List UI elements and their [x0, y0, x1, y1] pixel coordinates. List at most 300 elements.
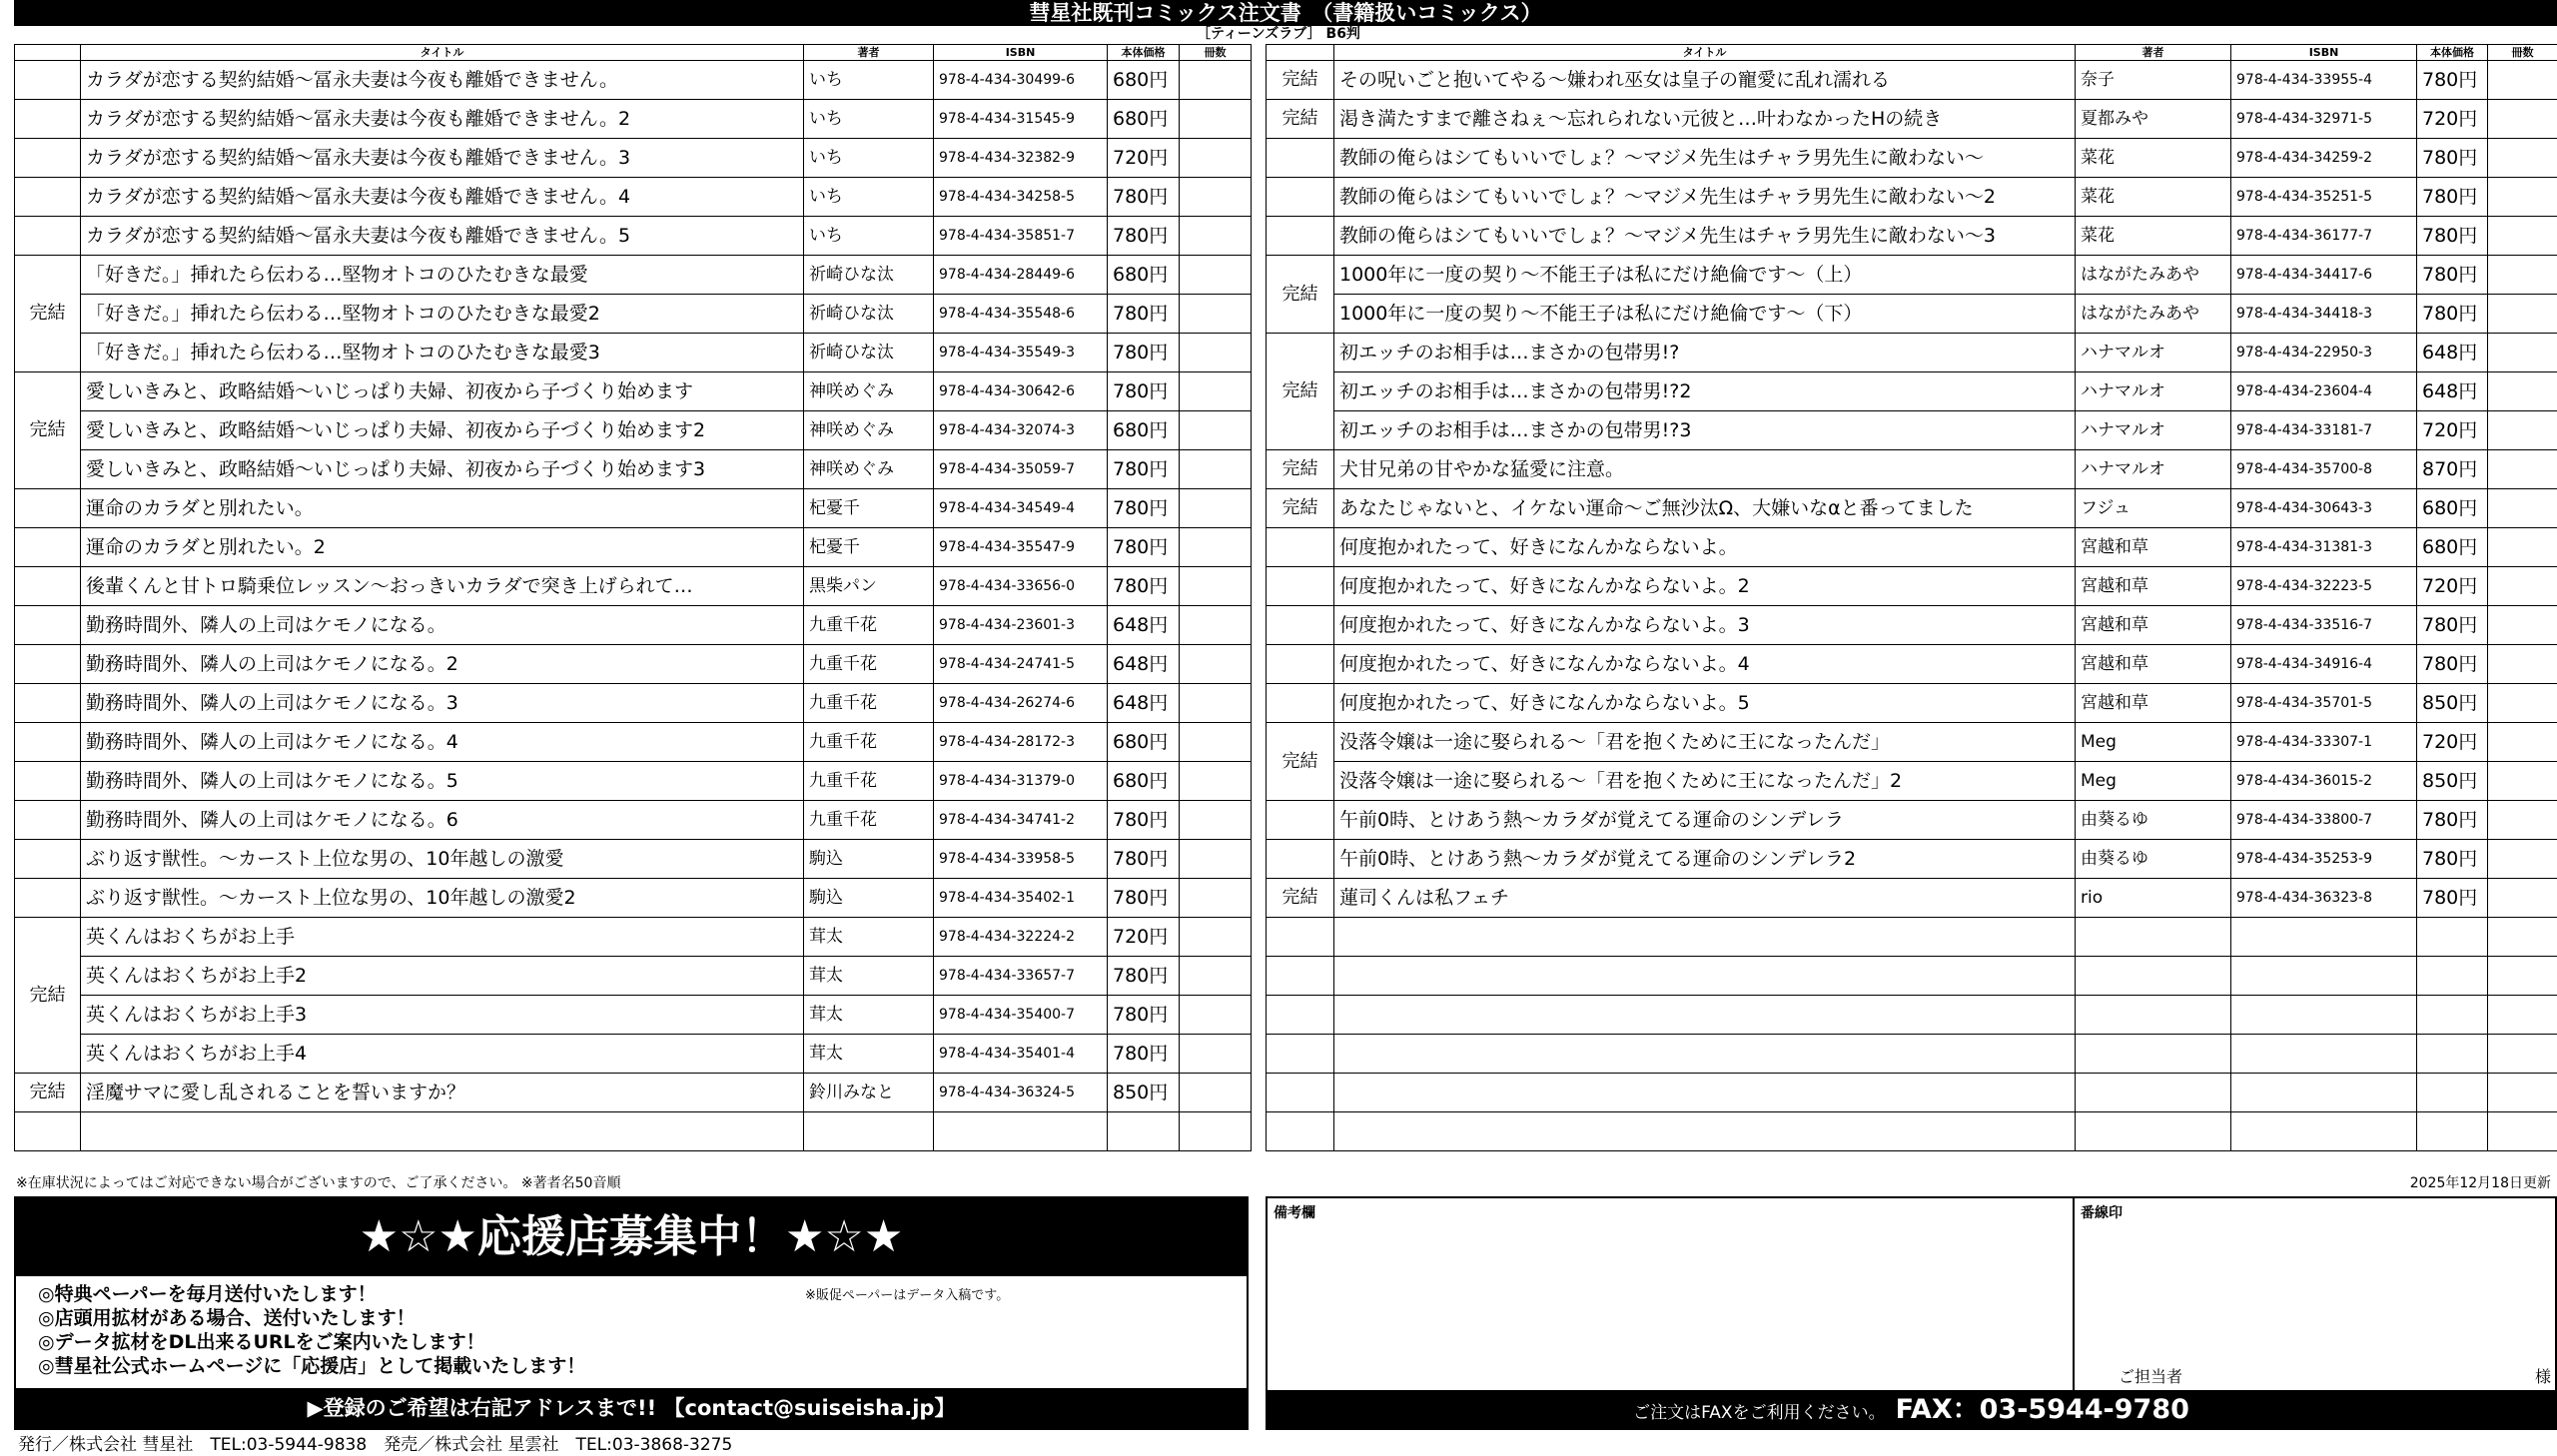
- completion-status: 完結: [1267, 100, 1334, 139]
- author-name: いち: [804, 100, 934, 139]
- genre-subtitle: ［ティーンズラブ］ B6判: [1197, 26, 1360, 42]
- list-price: 780円: [2417, 139, 2488, 178]
- table-row: [1267, 762, 2557, 801]
- price-header: 本体価格: [2417, 45, 2488, 61]
- list-price: 648円: [1108, 645, 1180, 684]
- list-price: 780円: [2417, 840, 2488, 879]
- table-row: [15, 178, 1252, 217]
- isbn-code: 978-4-434-34916-4: [2231, 645, 2417, 684]
- list-price: 780円: [2417, 879, 2488, 918]
- isbn-code: 978-4-434-34549-4: [934, 489, 1108, 528]
- quantity-field[interactable]: [2488, 411, 2557, 450]
- completion-status: [15, 684, 81, 723]
- table-row: [15, 996, 1252, 1035]
- list-price: [2417, 1112, 2488, 1151]
- author-name: [2076, 1074, 2231, 1112]
- isbn-code: 978-4-434-34741-2: [934, 801, 1108, 840]
- isbn-code: 978-4-434-33958-5: [934, 840, 1108, 879]
- author-name: Meg: [2076, 723, 2231, 762]
- completion-status: [1267, 1035, 1334, 1074]
- quantity-field[interactable]: [1180, 996, 1252, 1035]
- book-title: 教師の俺らはシてもいいでしょ？〜マジメ先生はチャラ男先生に敵わない〜3: [1334, 217, 2076, 256]
- fax-text: ご注文はFAXをご利用ください。: [1633, 1403, 1886, 1423]
- quantity-field[interactable]: [2488, 606, 2557, 645]
- table-header-row: [15, 45, 1252, 61]
- quantity-field[interactable]: [2488, 372, 2557, 411]
- author-name: 宮越和草: [2076, 528, 2231, 567]
- quantity-field[interactable]: [2488, 1074, 2557, 1112]
- quantity-field[interactable]: [2488, 178, 2557, 217]
- fax-number[interactable]: FAX：03-5944-9780: [1895, 1394, 2189, 1425]
- table-row: [15, 100, 1252, 139]
- book-title: 運命のカラダと別れたい。: [81, 489, 804, 528]
- author-name: 菜花: [2076, 178, 2231, 217]
- isbn-code: 978-4-434-34418-3: [2231, 295, 2417, 334]
- isbn-header: ISBN: [2231, 45, 2417, 61]
- list-price: 780円: [1108, 957, 1180, 996]
- table-row: [15, 918, 1252, 957]
- book-title: 淫魔サマに愛し乱されることを誓いますか？: [81, 1074, 804, 1112]
- list-price: 870円: [2417, 450, 2488, 489]
- table-row: [15, 450, 1252, 489]
- title-header: タイトル: [81, 45, 804, 61]
- author-name: 駒込: [804, 879, 934, 918]
- author-name: 祈崎ひな汰: [804, 334, 934, 372]
- author-name: [2076, 1112, 2231, 1151]
- quantity-field[interactable]: [1180, 879, 1252, 918]
- quantity-field[interactable]: [2488, 217, 2557, 256]
- table-row: [15, 1035, 1252, 1074]
- list-price: 720円: [2417, 411, 2488, 450]
- list-price: 680円: [1108, 762, 1180, 801]
- completion-status: [1267, 178, 1334, 217]
- book-title: 英くんはおくちがお上手3: [81, 996, 804, 1035]
- completion-status: [1267, 606, 1334, 645]
- quantity-field[interactable]: [2488, 879, 2557, 918]
- author-name: 宮越和草: [2076, 645, 2231, 684]
- completion-status: [15, 645, 81, 684]
- book-title: [1334, 1074, 2076, 1112]
- table-row: [1267, 256, 2557, 295]
- author-name: 神咲めぐみ: [804, 450, 934, 489]
- table-row: [1267, 1074, 2557, 1112]
- quantity-field[interactable]: [1180, 217, 1252, 256]
- book-title: [1334, 1035, 2076, 1074]
- list-price: 720円: [2417, 567, 2488, 606]
- quantity-field[interactable]: [2488, 61, 2557, 100]
- quantity-field[interactable]: [1180, 411, 1252, 450]
- isbn-code: 978-4-434-23601-3: [934, 606, 1108, 645]
- isbn-code: 978-4-434-34258-5: [934, 178, 1108, 217]
- author-name: 神咲めぐみ: [804, 411, 934, 450]
- author-name: 宮越和草: [2076, 606, 2231, 645]
- book-title: 何度抱かれたって、好きになんかならないよ。: [1334, 528, 2076, 567]
- order-form-title: 彗星社既刊コミックス注文書 （書籍扱いコミックス）: [14, 0, 2557, 26]
- book-title: 勤務時間外、隣人の上司はケモノになる。: [81, 606, 804, 645]
- quantity-field[interactable]: [2488, 957, 2557, 996]
- book-title: [1334, 918, 2076, 957]
- book-title: 午前0時、とけあう熱〜カラダが覚えてる運命のシンデレラ: [1334, 801, 2076, 840]
- completion-status: [15, 840, 81, 879]
- list-price: 648円: [2417, 372, 2488, 411]
- isbn-code: 978-4-434-23604-4: [2231, 372, 2417, 411]
- quantity-field[interactable]: [1180, 295, 1252, 334]
- table-row: [1267, 1112, 2557, 1151]
- list-price: [1108, 1112, 1180, 1151]
- table-row: [15, 606, 1252, 645]
- book-title: 1000年に一度の契り〜不能王子は私にだけ絶倫です〜（下）: [1334, 295, 2076, 334]
- author-name: [2076, 1035, 2231, 1074]
- quantity-field[interactable]: [2488, 801, 2557, 840]
- quantity-field[interactable]: [1180, 139, 1252, 178]
- benefit-note: ※販促ペーパーはデータ入稿です。: [805, 1288, 1010, 1303]
- isbn-code: 978-4-434-36324-5: [934, 1074, 1108, 1112]
- author-name: 茸太: [804, 1035, 934, 1074]
- book-title: [1334, 957, 2076, 996]
- quantity-field[interactable]: [1180, 957, 1252, 996]
- table-row: [15, 411, 1252, 450]
- completion-status: 完結: [15, 918, 81, 1074]
- completion-status: [1267, 528, 1334, 567]
- quantity-field[interactable]: [1180, 61, 1252, 100]
- benefit-item: ◎特典ペーパーを毎月送付いたします！: [38, 1283, 377, 1305]
- book-title: 何度抱かれたって、好きになんかならないよ。3: [1334, 606, 2076, 645]
- isbn-code: 978-4-434-32971-5: [2231, 100, 2417, 139]
- book-title: 勤務時間外、隣人の上司はケモノになる。5: [81, 762, 804, 801]
- book-title: 英くんはおくちがお上手2: [81, 957, 804, 996]
- table-row: [1267, 334, 2557, 372]
- publisher-info: 発行／株式会社 彗星社 TEL:03-5944-9838 発売／株式会社 星雲社 TEL:03-3868-3275: [18, 1435, 733, 1455]
- list-price: [2417, 957, 2488, 996]
- author-name: ハナマルオ: [2076, 334, 2231, 372]
- table-row: [1267, 801, 2557, 840]
- list-price: 780円: [1108, 217, 1180, 256]
- quantity-field[interactable]: [1180, 645, 1252, 684]
- status-header: [1267, 45, 1334, 61]
- book-title: 没落令嬢は一途に娶られる〜「君を抱くために王になったんだ」2: [1334, 762, 2076, 801]
- book-title: カラダが恋する契約結婚〜冨永夫妻は今夜も離婚できません。3: [81, 139, 804, 178]
- isbn-code: 978-4-434-32223-5: [2231, 567, 2417, 606]
- list-price: 780円: [2417, 295, 2488, 334]
- isbn-code: 978-4-434-30499-6: [934, 61, 1108, 100]
- list-price: 648円: [1108, 606, 1180, 645]
- table-row: [1267, 879, 2557, 918]
- table-row: [15, 256, 1252, 295]
- author-name: 宮越和草: [2076, 567, 2231, 606]
- book-title: 「好きだ。」挿れたら伝わる…堅物オトコのひたむきな最愛3: [81, 334, 804, 372]
- table-row: [15, 61, 1252, 100]
- book-title: 勤務時間外、隣人の上司はケモノになる。6: [81, 801, 804, 840]
- isbn-code: [2231, 957, 2417, 996]
- book-title: 何度抱かれたって、好きになんかならないよ。2: [1334, 567, 2076, 606]
- book-title: 「好きだ。」挿れたら伝わる…堅物オトコのひたむきな最愛2: [81, 295, 804, 334]
- list-price: 780円: [1108, 996, 1180, 1035]
- completion-status: [1267, 1074, 1334, 1112]
- book-title: あなたじゃないと、イケない運命〜ご無沙汰Ω、大嫌いなαと番ってました: [1334, 489, 2076, 528]
- quantity-field[interactable]: [1180, 100, 1252, 139]
- book-title: 初エッチのお相手は…まさかの包帯男!?3: [1334, 411, 2076, 450]
- quantity-field[interactable]: [1180, 684, 1252, 723]
- quantity-field[interactable]: [1180, 178, 1252, 217]
- list-price: 780円: [1108, 295, 1180, 334]
- quantity-field[interactable]: [2488, 1112, 2557, 1151]
- author-name: いち: [804, 61, 934, 100]
- author-name: 茸太: [804, 918, 934, 957]
- table-row: [15, 567, 1252, 606]
- list-price: [2417, 1074, 2488, 1112]
- updated-date: 2025年12月18日更新: [2409, 1175, 2551, 1191]
- quantity-field[interactable]: [2488, 762, 2557, 801]
- completion-status: [15, 178, 81, 217]
- table-row: [15, 684, 1252, 723]
- list-price: 780円: [1108, 372, 1180, 411]
- isbn-code: 978-4-434-35402-1: [934, 879, 1108, 918]
- quantity-field[interactable]: [1180, 1074, 1252, 1112]
- table-row: [15, 801, 1252, 840]
- author-name: 由葵るゆ: [2076, 840, 2231, 879]
- book-title: 教師の俺らはシてもいいでしょ？〜マジメ先生はチャラ男先生に敵わない〜: [1334, 139, 2076, 178]
- table-row: [1267, 1035, 2557, 1074]
- quantity-field[interactable]: [1180, 801, 1252, 840]
- book-title: 1000年に一度の契り〜不能王子は私にだけ絶倫です〜（上）: [1334, 256, 2076, 295]
- quantity-field[interactable]: [2488, 567, 2557, 606]
- isbn-header: ISBN: [934, 45, 1108, 61]
- book-title: カラダが恋する契約結婚〜冨永夫妻は今夜も離婚できません。2: [81, 100, 804, 139]
- support-heading: ★☆★応援店募集中！★☆★: [16, 1198, 1247, 1276]
- isbn-code: [2231, 996, 2417, 1035]
- isbn-code: 978-4-434-34417-6: [2231, 256, 2417, 295]
- list-price: 780円: [1108, 801, 1180, 840]
- isbn-code: 978-4-434-24741-5: [934, 645, 1108, 684]
- completion-status: [15, 801, 81, 840]
- quantity-field[interactable]: [1180, 450, 1252, 489]
- author-name: 茸太: [804, 996, 934, 1035]
- quantity-field[interactable]: [1180, 1035, 1252, 1074]
- status-header: [15, 45, 81, 61]
- author-name: ハナマルオ: [2076, 450, 2231, 489]
- table-row: [15, 295, 1252, 334]
- author-name: 鈴川みなと: [804, 1074, 934, 1112]
- isbn-code: 978-4-434-36323-8: [2231, 879, 2417, 918]
- list-price: 680円: [1108, 61, 1180, 100]
- quantity-field[interactable]: [1180, 256, 1252, 295]
- book-title: 渇き満たすまで離さねぇ〜忘れられない元彼と…叶わなかったHの続き: [1334, 100, 2076, 139]
- quantity-field[interactable]: [1180, 334, 1252, 372]
- table-row: [1267, 528, 2557, 567]
- completion-status: [15, 762, 81, 801]
- completion-status: [15, 567, 81, 606]
- table-row: [15, 528, 1252, 567]
- list-price: 720円: [2417, 100, 2488, 139]
- list-price: 680円: [1108, 723, 1180, 762]
- completion-status: 完結: [15, 1074, 81, 1112]
- completion-status: [15, 489, 81, 528]
- isbn-code: 978-4-434-35548-6: [934, 295, 1108, 334]
- table-row: [1267, 957, 2557, 996]
- benefit-item: ◎彗星社公式ホームページに「応援店」として掲載いたします！: [38, 1355, 586, 1377]
- quantity-field[interactable]: [1180, 762, 1252, 801]
- isbn-code: 978-4-434-36015-2: [2231, 762, 2417, 801]
- quantity-field[interactable]: [2488, 996, 2557, 1035]
- book-title: 愛しいきみと、政略結婚〜いじっぱり夫婦、初夜から子づくり始めます3: [81, 450, 804, 489]
- isbn-code: [2231, 1035, 2417, 1074]
- quantity-field[interactable]: [2488, 918, 2557, 957]
- author-name: ハナマルオ: [2076, 411, 2231, 450]
- book-title: 犬甘兄弟の甘やかな猛愛に注意。: [1334, 450, 2076, 489]
- quantity-field[interactable]: [1180, 372, 1252, 411]
- quantity-field[interactable]: [2488, 334, 2557, 372]
- isbn-code: [2231, 1074, 2417, 1112]
- table-row: [15, 489, 1252, 528]
- author-header: 著者: [2076, 45, 2231, 61]
- author-name: はながたみあや: [2076, 256, 2231, 295]
- completion-status: [1267, 217, 1334, 256]
- quantity-field[interactable]: [2488, 489, 2557, 528]
- isbn-code: 978-4-434-32224-2: [934, 918, 1108, 957]
- table-row: [15, 1074, 1252, 1112]
- author-name: Meg: [2076, 762, 2231, 801]
- completion-status: [1267, 957, 1334, 996]
- table-row: [15, 879, 1252, 918]
- author-name: 菜花: [2076, 217, 2231, 256]
- author-name: 祈崎ひな汰: [804, 256, 934, 295]
- book-title: [81, 1112, 804, 1151]
- author-name: 九重千花: [804, 801, 934, 840]
- isbn-code: 978-4-434-33657-7: [934, 957, 1108, 996]
- quantity-field[interactable]: [1180, 840, 1252, 879]
- isbn-code: 978-4-434-26274-6: [934, 684, 1108, 723]
- list-price: 780円: [2417, 606, 2488, 645]
- list-price: 850円: [1108, 1074, 1180, 1112]
- author-name: rio: [2076, 879, 2231, 918]
- quantity-field[interactable]: [1180, 723, 1252, 762]
- quantity-field[interactable]: [2488, 139, 2557, 178]
- list-price: 780円: [2417, 217, 2488, 256]
- author-name: 茸太: [804, 957, 934, 996]
- isbn-code: 978-4-434-35251-5: [2231, 178, 2417, 217]
- quantity-field[interactable]: [2488, 295, 2557, 334]
- isbn-code: 978-4-434-35253-9: [2231, 840, 2417, 879]
- list-price: 780円: [1108, 489, 1180, 528]
- author-name: 黒柴パン: [804, 567, 934, 606]
- quantity-header: 冊数: [2488, 45, 2557, 61]
- quantity-field[interactable]: [2488, 840, 2557, 879]
- isbn-code: 978-4-434-31381-3: [2231, 528, 2417, 567]
- isbn-code: 978-4-434-32382-9: [934, 139, 1108, 178]
- isbn-code: 978-4-434-34259-2: [2231, 139, 2417, 178]
- benefit-item: ◎データ拡材をDL出来るURLをご案内いたします！: [38, 1331, 485, 1353]
- author-name: 宮越和草: [2076, 684, 2231, 723]
- table-row: [1267, 178, 2557, 217]
- quantity-field[interactable]: [1180, 606, 1252, 645]
- book-title: [1334, 1112, 2076, 1151]
- order-table-left: [14, 44, 1252, 1151]
- author-name: 駒込: [804, 840, 934, 879]
- quantity-field[interactable]: [1180, 1112, 1252, 1151]
- author-name: [2076, 957, 2231, 996]
- isbn-code: 978-4-434-32074-3: [934, 411, 1108, 450]
- quantity-field[interactable]: [2488, 528, 2557, 567]
- registration-contact[interactable]: ▶登録のご希望は右記アドレスまで!! 【contact@suiseisha.jp】: [16, 1388, 1247, 1428]
- quantity-field[interactable]: [2488, 684, 2557, 723]
- author-name: 九重千花: [804, 762, 934, 801]
- table-row: [1267, 723, 2557, 762]
- author-name: 夏都みや: [2076, 100, 2231, 139]
- book-title: ぶり返す獣性。〜カースト上位な男の、10年越しの激愛2: [81, 879, 804, 918]
- book-title: 後輩くんと甘トロ騎乗位レッスン〜おっきいカラダで突き上げられて…: [81, 567, 804, 606]
- quantity-field[interactable]: [1180, 918, 1252, 957]
- isbn-code: 978-4-434-31379-0: [934, 762, 1108, 801]
- isbn-code: 978-4-434-35549-3: [934, 334, 1108, 372]
- table-row: [1267, 684, 2557, 723]
- book-title: 勤務時間外、隣人の上司はケモノになる。2: [81, 645, 804, 684]
- author-name: 九重千花: [804, 606, 934, 645]
- quantity-field[interactable]: [2488, 1035, 2557, 1074]
- order-table-right: [1266, 44, 2557, 1151]
- isbn-code: 978-4-434-31545-9: [934, 100, 1108, 139]
- isbn-code: 978-4-434-30643-3: [2231, 489, 2417, 528]
- isbn-code: 978-4-434-33955-4: [2231, 61, 2417, 100]
- isbn-code: 978-4-434-36177-7: [2231, 217, 2417, 256]
- table-row: [1267, 606, 2557, 645]
- quantity-field[interactable]: [2488, 256, 2557, 295]
- quantity-field[interactable]: [2488, 100, 2557, 139]
- completion-status: [15, 606, 81, 645]
- list-price: [2417, 996, 2488, 1035]
- quantity-field[interactable]: [2488, 723, 2557, 762]
- book-title: 英くんはおくちがお上手: [81, 918, 804, 957]
- isbn-code: 978-4-434-33307-1: [2231, 723, 2417, 762]
- quantity-field[interactable]: [1180, 528, 1252, 567]
- isbn-code: 978-4-434-30642-6: [934, 372, 1108, 411]
- list-price: 780円: [1108, 840, 1180, 879]
- completion-status: [1267, 567, 1334, 606]
- table-row: [1267, 61, 2557, 100]
- completion-status: 完結: [1267, 256, 1334, 334]
- isbn-code: 978-4-434-28449-6: [934, 256, 1108, 295]
- author-name: いち: [804, 139, 934, 178]
- isbn-code: 978-4-434-22950-3: [2231, 334, 2417, 372]
- table-row: [15, 217, 1252, 256]
- quantity-field[interactable]: [1180, 489, 1252, 528]
- author-name: 九重千花: [804, 723, 934, 762]
- quantity-field[interactable]: [2488, 645, 2557, 684]
- book-title: カラダが恋する契約結婚〜冨永夫妻は今夜も離婚できません。: [81, 61, 804, 100]
- completion-status: [15, 100, 81, 139]
- completion-status: [15, 879, 81, 918]
- list-price: 780円: [1108, 879, 1180, 918]
- completion-status: [15, 217, 81, 256]
- honorific-label: 様: [2534, 1367, 2551, 1386]
- quantity-field[interactable]: [1180, 567, 1252, 606]
- author-name: [2076, 996, 2231, 1035]
- list-price: 850円: [2417, 762, 2488, 801]
- table-row: [1267, 918, 2557, 957]
- book-title: 午前0時、とけあう熱〜カラダが覚えてる運命のシンデレラ2: [1334, 840, 2076, 879]
- book-title: 蓮司くんは私フェチ: [1334, 879, 2076, 918]
- isbn-code: 978-4-434-35701-5: [2231, 684, 2417, 723]
- author-name: フジュ: [2076, 489, 2231, 528]
- author-header: 著者: [804, 45, 934, 61]
- isbn-code: 978-4-434-33656-0: [934, 567, 1108, 606]
- quantity-field[interactable]: [2488, 450, 2557, 489]
- completion-status: [15, 139, 81, 178]
- completion-status: [1267, 684, 1334, 723]
- list-price: [2417, 1035, 2488, 1074]
- book-title: ぶり返す獣性。〜カースト上位な男の、10年越しの激愛: [81, 840, 804, 879]
- table-row: [1267, 217, 2557, 256]
- book-title: 何度抱かれたって、好きになんかならないよ。4: [1334, 645, 2076, 684]
